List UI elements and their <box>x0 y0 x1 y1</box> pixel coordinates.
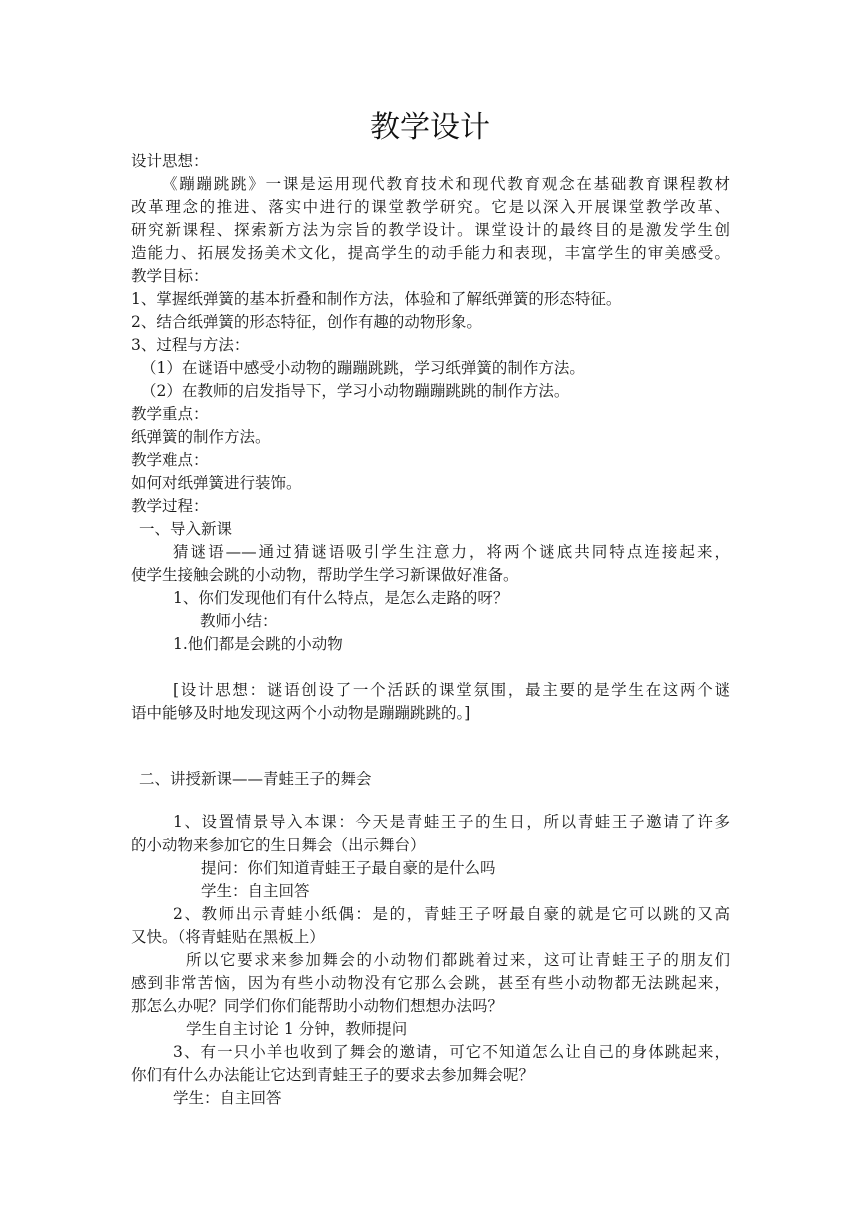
summary-label: 教师小结： <box>200 612 278 630</box>
design-note-line: 语中能够及时地发现这两个小动物是蹦蹦跳跳的。] <box>131 704 471 722</box>
paragraph-line: 所以它要求来参加舞会的小动物们都跳着过来，这可让青蛙王子的朋友们 <box>186 951 730 969</box>
design-note-line: [设计思想：谜语创设了一个活跃的课堂氛围，最主要的是学生在这两个谜 <box>173 681 730 699</box>
difficulty-text: 如何对纸弹簧进行装饰。 <box>131 474 302 492</box>
objective-subitem: （1）在谜语中感受小动物的蹦蹦跳跳，学习纸弹簧的制作方法。 <box>141 359 585 377</box>
section-heading: 二、讲授新课——青蛙王子的舞会 <box>139 770 372 788</box>
heading-process: 教学过程： <box>131 497 209 515</box>
key-point-text: 纸弹簧的制作方法。 <box>131 428 271 446</box>
paragraph-line: 《蹦蹦跳跳》一课是运用现代教育技术和现代教育观念在基础教育课程教材 <box>162 175 730 193</box>
heading-difficulty: 教学难点： <box>131 451 209 469</box>
section-heading: 一、导入新课 <box>139 520 233 538</box>
paragraph-line: 3、有一只小羊也收到了舞会的邀请，可它不知道怎么让自己的身体跳起来， <box>173 1043 730 1061</box>
paragraph-line: 使学生接触会跳的小动物，帮助学生学习新课做好准备。 <box>131 566 519 584</box>
document-title: 教学设计 <box>370 110 490 145</box>
paragraph-line: 2、教师出示青蛙小纸偶：是的，青蛙王子呀最自豪的就是它可以跳的又高 <box>173 905 730 923</box>
paragraph-line: 你们有什么办法能让它达到青蛙王子的要求去参加舞会呢？ <box>131 1066 535 1084</box>
paragraph-line: 的小动物来参加它的生日舞会（出示舞台） <box>131 836 426 854</box>
paragraph-line: 猜谜语——通过猜谜语吸引学生注意力，将两个谜底共同特点连接起来， <box>173 543 730 561</box>
paragraph-line: 改革理念的推进、落实中进行的课堂教学研究。它是以深入开展课堂教学改革、 <box>131 198 730 216</box>
paragraph-line: 感到非常苦恼，因为有些小动物没有它那么会跳，甚至有些小动物都无法跳起来， <box>131 974 730 992</box>
summary-text: 1.他们都是会跳的小动物 <box>173 635 343 653</box>
objective-item: 3、过程与方法： <box>131 336 250 354</box>
paragraph-line: 造能力、拓展发扬美术文化，提高学生的动手能力和表现，丰富学生的审美感受。 <box>131 244 730 262</box>
question-line: 提问：你们知道青蛙王子最自豪的是什么吗 <box>201 859 496 877</box>
objective-subitem: （2）在教师的启发指导下，学习小动物蹦蹦跳跳的制作方法。 <box>141 382 570 400</box>
paragraph-line: 1、设置情景导入本课：今天是青蛙王子的生日，所以青蛙王子邀请了许多 <box>173 813 730 831</box>
paragraph-line: 那怎么办呢？同学们你们能帮助小动物们想想办法吗？ <box>131 997 504 1015</box>
objective-item: 1、掌握纸弹簧的基本折叠和制作方法，体验和了解纸弹簧的形态特征。 <box>131 290 622 308</box>
paragraph-line: 研究新课程、探索新方法为宗旨的教学设计。课堂设计的最终目的是激发学生创 <box>131 221 730 239</box>
heading-key-point: 教学重点： <box>131 405 209 423</box>
student-line: 学生：自主回答 <box>201 882 310 900</box>
paragraph-line: 又快。（将青蛙贴在黑板上） <box>131 928 325 946</box>
student-line: 学生：自主回答 <box>173 1089 282 1107</box>
objective-item: 2、结合纸弹簧的形态特征，创作有趣的动物形象。 <box>131 313 482 331</box>
discussion-line: 学生自主讨论 1 分钟，教师提问 <box>186 1020 408 1038</box>
heading-design-idea: 设计思想： <box>131 152 209 170</box>
heading-objectives: 教学目标： <box>131 267 209 285</box>
question-item: 1、你们发现他们有什么特点，是怎么走路的呀？ <box>173 589 509 607</box>
